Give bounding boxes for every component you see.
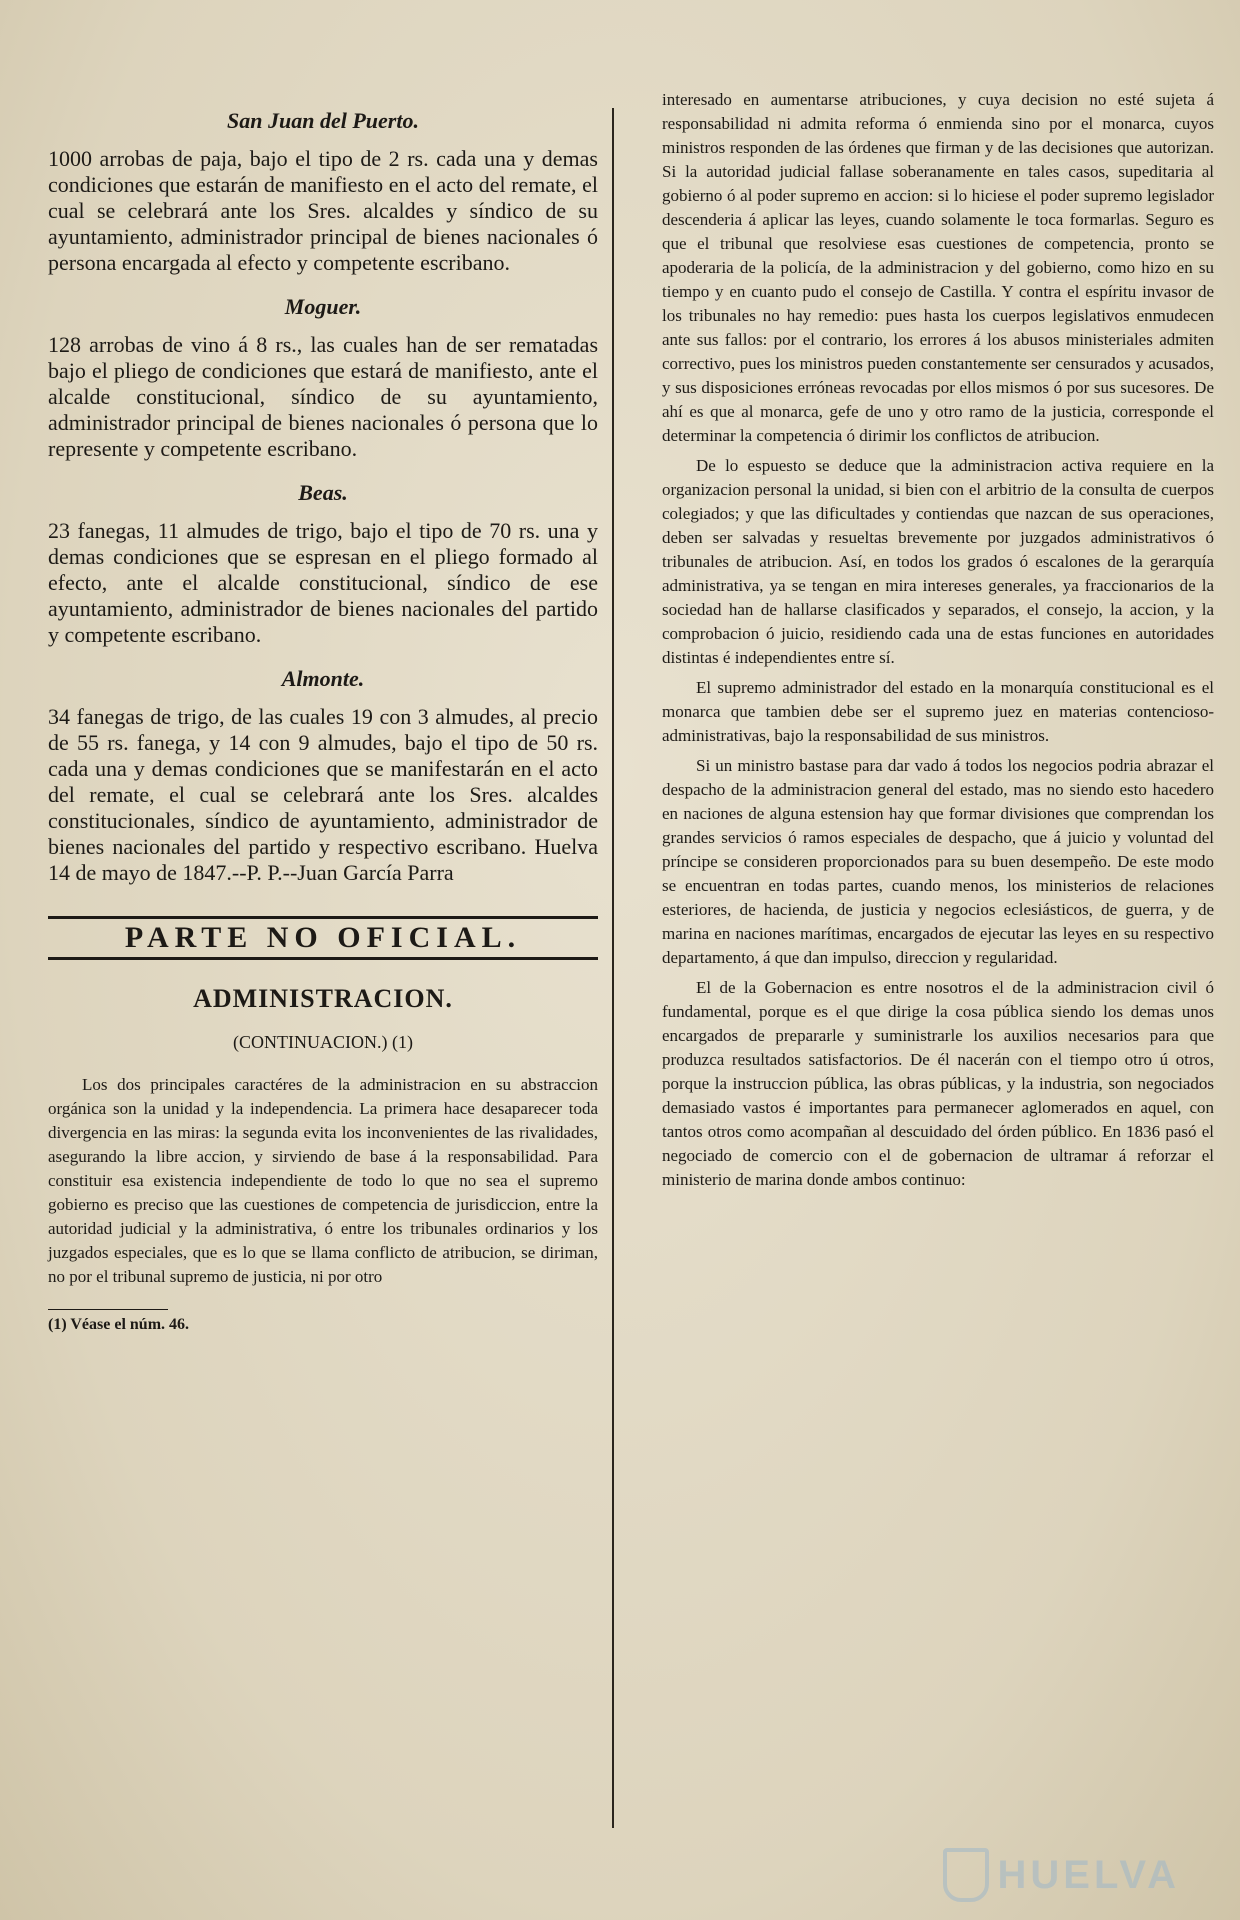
notice-almonte: 34 fanegas de trigo, de las cuales 19 con 3 almudes, al precio de 55 rs. fanega, y 14 con 9 almudes, bajo el tipo de 50 rs. cada una y demas condiciones que se manifestarán en el acto del remate, el cual se celebrará ante los Sres. alcaldes constitucionales, síndico de ayuntamiento, administrador de bienes nacionales del partido y respectivo escribano. Huelva 14 de mayo de 1847.--P. P.--Juan García Parra	[48, 704, 598, 885]
article-paragraph-3: De lo espuesto se deduce que la administracion activa requiere en la organizacion personal la unidad, si bien con el arbitrio de la consulta de cuerpos colegiados; y que las dificultades y contiendas que nazcan de sus operaciones, deben ser salvadas y resueltas brevemente por juzgados administrativos ó tribunales de atribucion. Así, en todos los grados ó escalones de la gerarquía administrativa, ya se tengan en mira intereses generales, ya fraccionarios de la sociedad han de hallarse clasificados y separados, el consejo, la accion, y la comprobacion ó juicio, residiendo cada una de estas funciones en autoridades distintas é independientes entre sí.	[662, 456, 1214, 667]
heading-moguer: Moguer.	[284, 294, 362, 319]
footnote: (1) Véase el núm. 46.	[48, 1316, 190, 1333]
article-paragraph-1: Los dos principales caractéres de la administracion en su abstraccion orgánica son la unidad y la independencia. La primera hace desaparecer toda divergencia en las miras: la segunda evita los inconvenientes de las rivalidades, asegurando la libre accion, y sirviendo de base á la responsabilidad. Para constituir esa existencia independiente de todo lo que no sea el supremo gobierno es preciso que las cuestiones de competencia de jurisdiccion, entre la autoridad judicial y la administrativa, ó entre los tribunales ordinarios y los juzgados especiales, que es lo que se llama conflicto de atribucion, se diriman, no por el tribunal supremo de justicia, ni por otro	[48, 1075, 598, 1286]
article-paragraph-4: El supremo administrador del estado en la monarquía constitucional es el monarca que tambien debe ser el supremo juez en materias contencioso-administrativas, bajo la responsabilidad de sus ministros.	[662, 678, 1214, 745]
watermark-text: HUELVA	[997, 1852, 1180, 1897]
section-title: ADMINISTRACION.	[193, 984, 453, 1013]
column-divider	[612, 108, 614, 1828]
heading-almonte: Almonte.	[281, 666, 365, 691]
notice-beas: 23 fanegas, 11 almudes de trigo, bajo el tipo de 70 rs. una y demas condiciones que se espresan en el pliego formado al efecto, ante el alcalde constitucional, síndico de ese ayuntamiento, administrador de bienes nacionales del partido y competente escribano.	[48, 518, 598, 647]
notice-san-juan: 1000 arrobas de paja, bajo el tipo de 2 rs. cada una y demas condiciones que estarán de manifiesto en el acto del remate, el cual se celebrará ante los Sres. alcaldes y síndico de su ayuntamiento, administrador principal de bienes nacionales ó persona encargada al efecto y competente escribano.	[48, 146, 598, 275]
article-paragraph-5: Si un ministro bastase para dar vado á todos los negocios podria abrazar el despacho de la administracion general del estado, mas no siendo esto hacedero en naciones de alguna estension hay que formar divisiones que comprendan los grandes servicios ó ramos especiales de despacho, que á juicio y voluntad del príncipe se consideren proporcionados para su buen desempeño. De este modo se encuentran en todas partes, cuando menos, los ministerios de relaciones esteriores, de hacienda, de justicia y negocios eclesiásticos, de guerra, y de marina en naciones marítimas, encargados de ejecutar las leyes en su respectivo departamento, á que dan impulso, direccion y regularidad.	[662, 756, 1214, 967]
footnote-rule	[48, 1309, 168, 1310]
left-column	[48, 100, 598, 1334]
section-subtitle: (CONTINUACION.) (1)	[233, 1032, 413, 1052]
shield-icon	[943, 1848, 989, 1902]
notice-moguer: 128 arrobas de vino á 8 rs., las cuales han de ser rematadas bajo el pliego de condiciones que estará de manifiesto, ante el alcalde constitucional, síndico de su ayuntamiento, administrador principal de bienes nacionales ó persona que lo represente y competente escribano.	[48, 332, 598, 461]
heading-beas: Beas.	[298, 480, 348, 505]
article-paragraph-6: El de la Gobernacion es entre nosotros el de la administracion civil ó fundamental, porque es el que dirige la cosa pública siendo los demas unos encargados de prepararle y suministrarle los auxilios necesarios para que produzca resultados satisfactorios. De él nacerán con el tiempo otro ú otros, porque la instruccion pública, las obras públicas, y la industria, son negociados demasiado vastos é importantes para permanecer aglomerados en aquel, con tantos otros como acompañan al descuidado del órden público. En 1836 pasó el negociado de comercio con el de gobernacion de ultramar á reforzar el ministerio de marina donde ambos continuo:	[662, 978, 1214, 1189]
article-paragraph-2: interesado en aumentarse atribuciones, y cuya decision no esté sujeta á responsabilidad ni admita reforma ó enmienda sino por el monarca, cuyos ministros responden de las órdenes que firman y de las decisiones que autorizan. Si la autoridad judicial fallase soberanamente en tales casos, supeditaria al gobierno ó al poder supremo en accion: si lo hiciese el poder supremo legislador descenderia á aplicar las leyes, cuando solamente le toca formarlas. Seguro es que el tribunal que resolviese esas cuestiones de competencia, pronto se apoderaria de la policía, de la administracion y del gobierno, como hizo en su tiempo y en cuanto pudo el consejo de Castilla. Y contra el espíritu invasor de los tribunales no hay remedio: pues hasta los cuerpos legislativos enmudecen ante sus fallos: por el contrario, los errores á los abusos ministeriales admiten correctivo, pues los ministros pueden constantemente ser censurados y acusados, y sus disposiciones erróneas revocadas por ellos mismos ó por sus sucesores. De ahí es que al monarca, gefe de uno y otro ramo de la justicia, corresponde el determinar la competencia ó dirimir los conflictos de atribucion.	[662, 90, 1214, 445]
archive-watermark	[943, 1848, 1180, 1902]
heading-san-juan: San Juan del Puerto.	[227, 108, 419, 133]
right-column	[662, 88, 1214, 1198]
section-banner: PARTE NO OFICIAL.	[48, 916, 598, 960]
